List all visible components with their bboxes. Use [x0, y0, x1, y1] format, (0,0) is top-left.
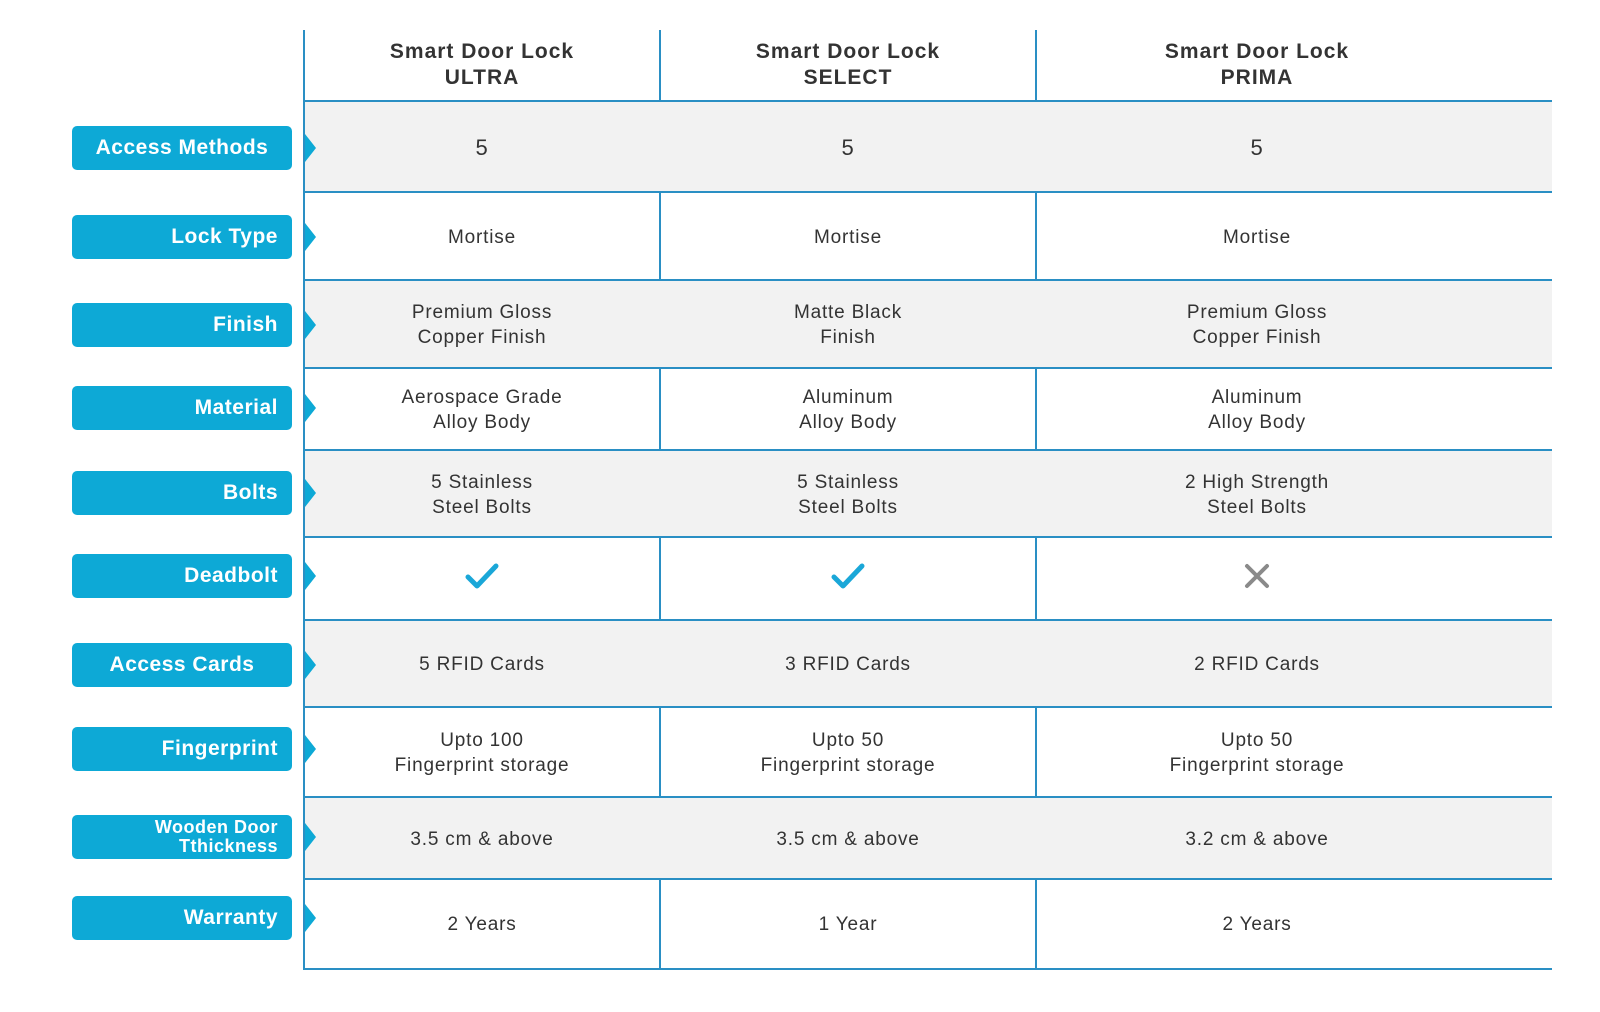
- cell-text: 3 RFID Cards: [785, 654, 911, 675]
- cell-text: Upto 50: [1220, 730, 1294, 751]
- grid-line-row: [303, 367, 1552, 369]
- row-label-text: Wooden Door: [154, 817, 278, 837]
- product-model: PRIMA: [1220, 66, 1294, 89]
- table-cell: [661, 369, 1035, 451]
- grid-line-row: [303, 878, 1552, 880]
- table-row: [0, 621, 1600, 708]
- cell-text: 2 High Strength: [1184, 471, 1330, 493]
- cell-text: Steel Bolts: [1207, 496, 1307, 518]
- cell-text: Aluminum: [802, 387, 894, 408]
- table-cell: [305, 621, 659, 708]
- grid-line-row: [303, 100, 1552, 102]
- grid-line-row: [303, 706, 1552, 708]
- cell-text: 3.5 cm & above: [776, 828, 920, 850]
- row-label-text: Access Cards: [109, 653, 255, 676]
- table-cell: [305, 708, 659, 798]
- cell-text: Mortise: [448, 226, 516, 248]
- table-cell: [661, 193, 1035, 281]
- cell-text: 1 Year: [818, 913, 878, 935]
- table-cell: [1037, 281, 1477, 369]
- table-cell: [1037, 102, 1477, 193]
- table-cell: [661, 102, 1035, 193]
- table-row: [0, 193, 1600, 281]
- table-cell: [1037, 621, 1477, 708]
- product-header-prima: [1037, 30, 1477, 100]
- table-cell: [1037, 193, 1477, 281]
- cell-text: Premium Gloss: [411, 302, 553, 323]
- table-cell: [305, 538, 659, 621]
- cell-text: Matte Black: [793, 302, 903, 323]
- cell-text: 2 Years: [1222, 913, 1292, 935]
- cell-text: 2 RFID Cards: [1194, 654, 1320, 675]
- table-cell: [1037, 451, 1477, 538]
- row-label-text: Bolts: [223, 481, 278, 504]
- cell-text: 5 Stainless: [431, 471, 533, 493]
- cell-text: 2 Years: [447, 913, 517, 935]
- cell-text: 5 RFID Cards: [419, 654, 545, 675]
- cell-text: 5: [1250, 135, 1264, 160]
- product-name: Smart Door Lock: [389, 40, 575, 63]
- cell-text: Alloy Body: [1208, 412, 1306, 433]
- checkmark-icon: [831, 562, 865, 597]
- row-label: [72, 643, 292, 687]
- row-label: [72, 815, 292, 859]
- table-cell: [1037, 538, 1477, 621]
- table-row: [0, 451, 1600, 538]
- product-model: ULTRA: [444, 66, 520, 89]
- table-cell: [1037, 880, 1477, 968]
- table-row: [0, 880, 1600, 968]
- row-label: [72, 896, 292, 940]
- row-label-text: Material: [194, 396, 278, 419]
- grid-line-row: [303, 191, 1552, 193]
- table-cell: [661, 621, 1035, 708]
- cell-text: Mortise: [1223, 226, 1291, 248]
- cell-text: 3.2 cm & above: [1185, 828, 1329, 850]
- cell-text: 5 Stainless: [797, 471, 899, 493]
- cell-text: Steel Bolts: [432, 496, 532, 518]
- table-row: [0, 369, 1600, 451]
- table-row: [0, 281, 1600, 369]
- product-header-ultra: [305, 30, 659, 100]
- table-row: [0, 708, 1600, 798]
- cell-text: Premium Gloss: [1186, 302, 1328, 323]
- row-label-text: Access Methods: [95, 136, 269, 159]
- table-cell: [661, 798, 1035, 880]
- grid-line-row: [303, 536, 1552, 538]
- grid-line-row: [303, 449, 1552, 451]
- product-name: Smart Door Lock: [1164, 40, 1350, 63]
- table-row: [0, 798, 1600, 880]
- row-label-text: Lock Type: [171, 225, 278, 248]
- cell-text: Finish: [820, 327, 876, 348]
- table-cell: [305, 102, 659, 193]
- row-label-text: Tthickness: [178, 836, 278, 856]
- table-cell: [305, 193, 659, 281]
- row-label: [72, 386, 292, 430]
- table-cell: [661, 451, 1035, 538]
- row-label-text: Deadbolt: [184, 564, 278, 587]
- cell-text: Fingerprint storage: [1169, 755, 1345, 776]
- row-label: [72, 727, 292, 771]
- table-cell: [661, 708, 1035, 798]
- grid-line-bottom: [303, 968, 1552, 970]
- cell-text: Mortise: [814, 226, 882, 248]
- table-cell: [305, 451, 659, 538]
- table-cell: [661, 538, 1035, 621]
- table-cell: [1037, 369, 1477, 451]
- cell-text: Fingerprint storage: [760, 755, 936, 776]
- table-cell: [305, 798, 659, 880]
- row-label-text: Finish: [213, 313, 278, 336]
- product-model: SELECT: [803, 66, 893, 89]
- cell-text: 5: [841, 135, 855, 160]
- product-header-select: [661, 30, 1035, 100]
- table-row: [0, 102, 1600, 193]
- row-label: [72, 554, 292, 598]
- grid-line-row: [303, 619, 1552, 621]
- checkmark-icon: [465, 562, 499, 597]
- grid-line-row: [303, 279, 1552, 281]
- cell-text: Aluminum: [1211, 387, 1303, 408]
- cell-text: Fingerprint storage: [394, 755, 570, 776]
- table-cell: [305, 281, 659, 369]
- cell-text: Upto 50: [811, 730, 885, 751]
- product-name: Smart Door Lock: [755, 40, 941, 63]
- cell-text: Aerospace Grade: [401, 387, 563, 408]
- cell-text: Copper Finish: [1192, 327, 1322, 348]
- cross-icon: [1244, 563, 1270, 596]
- cell-text: Upto 100: [440, 730, 524, 751]
- cell-text: Copper Finish: [417, 327, 547, 348]
- row-label: [72, 215, 292, 259]
- row-label: [72, 126, 292, 170]
- table-cell: [1037, 708, 1477, 798]
- grid-line-row: [303, 796, 1552, 798]
- table-cell: [1037, 798, 1477, 880]
- cell-text: Steel Bolts: [798, 496, 898, 518]
- row-label: [72, 303, 292, 347]
- table-cell: [305, 369, 659, 451]
- cell-text: Alloy Body: [433, 412, 531, 433]
- row-label-text: Fingerprint: [161, 737, 278, 760]
- cell-text: 3.5 cm & above: [410, 828, 554, 850]
- row-label-text: Warranty: [183, 906, 278, 929]
- row-label: [72, 471, 292, 515]
- table-row: [0, 538, 1600, 621]
- table-cell: [661, 281, 1035, 369]
- cell-text: Alloy Body: [799, 412, 897, 433]
- table-cell: [305, 880, 659, 968]
- cell-text: 5: [475, 135, 489, 160]
- table-cell: [661, 880, 1035, 968]
